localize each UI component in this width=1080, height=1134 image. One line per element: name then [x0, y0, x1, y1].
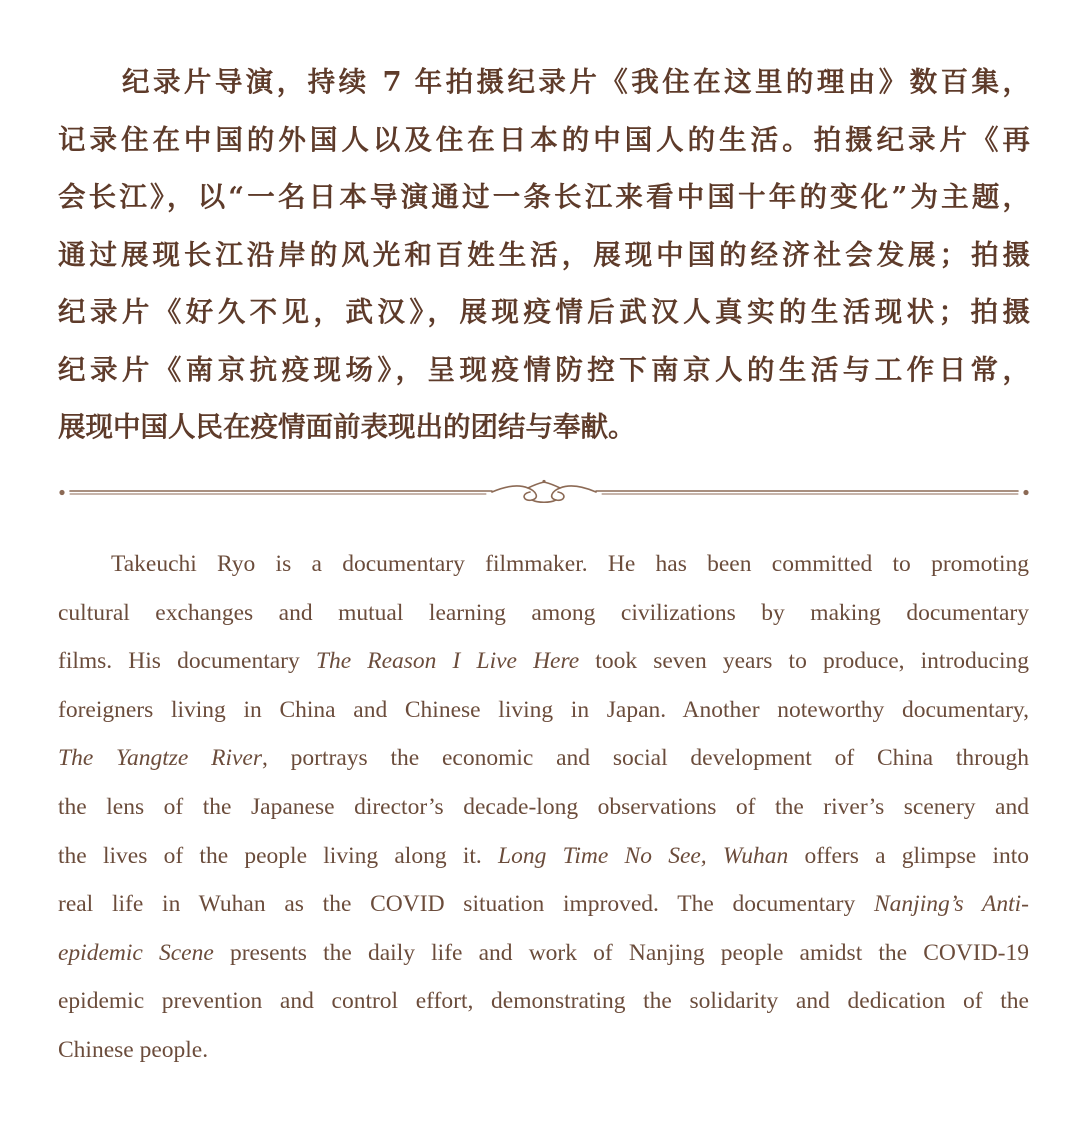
english-text: Takeuchi Ryo is a documentary filmmaker. He has been committed to promoting [111, 551, 1029, 577]
film-title-nanjings-anti-epidemic-scene: epidemic Scene [58, 939, 214, 966]
english-line [58, 637, 1029, 686]
english-line [58, 734, 1029, 783]
english-text: Chinese people. [58, 1036, 209, 1063]
chinese-line: 展现中国人民在疫情面前表现出的团结与奉献。 [58, 411, 636, 443]
ornamental-flourish-divider-icon [56, 476, 1032, 510]
chinese-line: 记录住在中国的外国人以及住在日本的中国人的生活。拍摄纪录片《再 [58, 123, 1030, 156]
english-line [58, 832, 1029, 881]
english-line [58, 1026, 1029, 1075]
english-text: offers a glimpse into [788, 842, 1029, 869]
film-title-the-yangtze-river: The Yangtze River [58, 745, 262, 772]
english-text: took seven years to produce, introducing [579, 648, 1029, 675]
english-line [58, 929, 1029, 978]
english-text: presents the daily life and work of Nanjing people amidst the COVID-19 [213, 939, 1029, 966]
chinese-line: 通过展现长江沿岸的风光和百姓生活，展现中国的经济社会发展；拍摄 [58, 238, 1030, 271]
chinese-line: 会长江》，以“一名日本导演通过一条长江来看中国十年的变化”为主题， [58, 181, 1030, 213]
english-line [58, 540, 1029, 589]
film-title-nanjings-anti-epidemic-scene: Nanjing’s Anti- [874, 891, 1029, 918]
english-line [58, 589, 1029, 638]
english-line [58, 977, 1029, 1026]
film-title-long-time-no-see-wuhan: Long Time No See, Wuhan [498, 842, 789, 869]
english-text: real life in Wuhan as the COVID situation improved. The documentary [58, 891, 874, 918]
english-text: the lives of the people living along it. [58, 842, 498, 869]
english-text: films. His documentary [58, 648, 316, 675]
english-text: cultural exchanges and mutual learning among civilizations by making documentary [58, 599, 1029, 626]
english-text: the lens of the Japanese director’s decade-long observations of the river’s scenery and [58, 793, 1029, 820]
english-line [58, 783, 1029, 832]
chinese-line: 纪录片导演，持续 7 年拍摄纪录片《我住在这里的理由》数百集， [122, 66, 1030, 98]
english-paragraph [58, 540, 1029, 1075]
english-text: epidemic prevention and control effort, demonstrating the solidarity and dedication of the [58, 988, 1029, 1015]
chinese-line: 纪录片《南京抗疫现场》，呈现疫情防控下南京人的生活与工作日常， [58, 353, 1030, 386]
chinese-line: 纪录片《好久不见，武汉》，展现疫情后武汉人真实的生活现状；拍摄 [58, 296, 1030, 328]
english-line [58, 880, 1029, 929]
english-line [58, 686, 1029, 735]
english-text: foreigners living in China and Chinese living in Japan. Another noteworthy documentary, [58, 696, 1029, 723]
chinese-paragraph [58, 54, 1030, 457]
film-title-the-reason-i-live-here: The Reason I Live Here [315, 648, 580, 675]
english-text: , portrays the economic and social development of China through [262, 745, 1029, 772]
